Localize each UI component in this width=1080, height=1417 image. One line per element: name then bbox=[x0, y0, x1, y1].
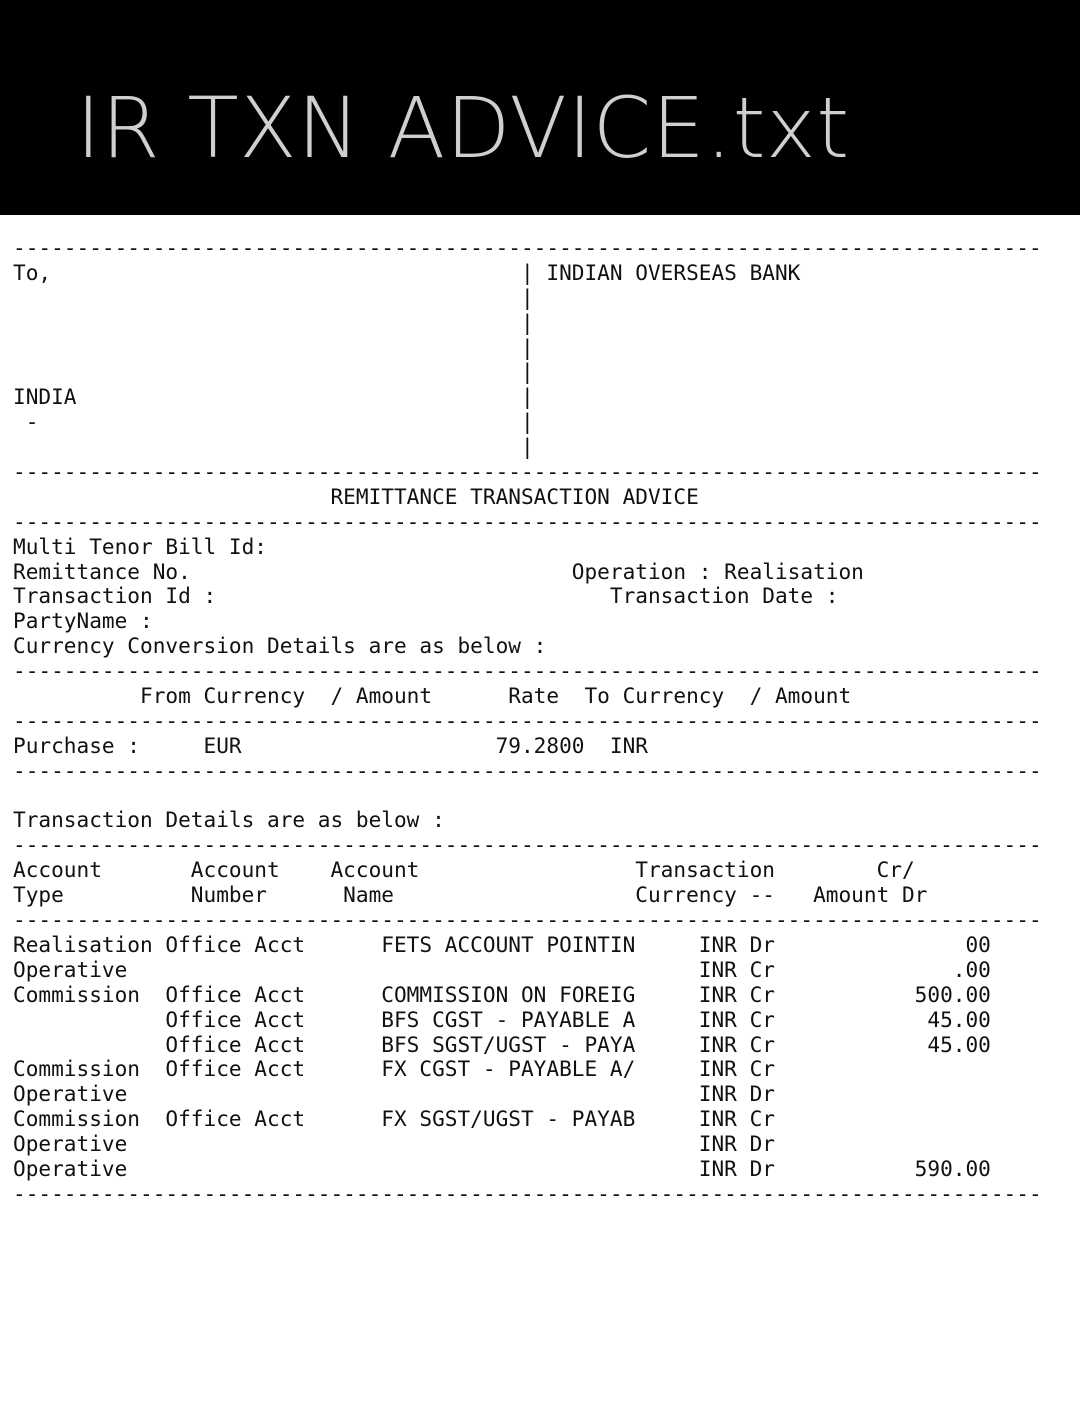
separator-line: --------------------------------------------------------------------------------- bbox=[13, 509, 1042, 534]
address-to-bank-name: To, | INDIAN OVERSEAS BANK bbox=[13, 260, 801, 285]
address-line: | bbox=[13, 310, 534, 335]
document-text bbox=[13, 236, 1042, 1207]
table-header-row: Type Number Name Currency -- Amount Dr bbox=[13, 883, 928, 908]
table-row: Operative INR Dr bbox=[13, 1082, 775, 1107]
table-row: Operative INR Dr 590.00 bbox=[13, 1156, 991, 1181]
address-line: | bbox=[13, 335, 534, 360]
separator-line: --------------------------------------------------------------------------------- bbox=[13, 833, 1042, 858]
address-line: | bbox=[13, 435, 534, 460]
table-row: Operative INR Dr bbox=[13, 1132, 775, 1157]
table-row: Commission Office Acct FX CGST - PAYABLE A/ INR Cr bbox=[13, 1057, 775, 1082]
conversion-header-row: From Currency / Amount Rate To Currency / Amount bbox=[13, 684, 852, 709]
transaction-details-heading: Transaction Details are as below : bbox=[13, 808, 445, 833]
remittance-operation-line: Remittance No. Operation : Realisation bbox=[13, 559, 864, 584]
conversion-heading: Currency Conversion Details are as below : bbox=[13, 634, 547, 659]
table-row: Realisation Office Acct FETS ACCOUNT POINTIN INR Dr 00 bbox=[13, 932, 991, 957]
separator-line: --------------------------------------------------------------------------------- bbox=[13, 460, 1042, 485]
address-country: INDIA | bbox=[13, 385, 534, 410]
separator-line: --------------------------------------------------------------------------------- bbox=[13, 1181, 1042, 1206]
party-name-line: PartyName : bbox=[13, 609, 153, 634]
bill-id-line: Multi Tenor Bill Id: bbox=[13, 534, 267, 559]
separator-line: --------------------------------------------------------------------------------- bbox=[13, 236, 1042, 260]
table-row: Commission Office Acct COMMISSION ON FOREIG INR Cr 500.00 bbox=[13, 982, 991, 1007]
separator-line: --------------------------------------------------------------------------------- bbox=[13, 659, 1042, 684]
conversion-row: Purchase : EUR 79.2800 INR bbox=[13, 733, 648, 758]
address-line: - | bbox=[13, 410, 534, 435]
table-row: Operative INR Cr .00 bbox=[13, 957, 991, 982]
address-line: | bbox=[13, 360, 534, 385]
table-row: Office Acct BFS SGST/UGST - PAYA INR Cr 45.00 bbox=[13, 1032, 991, 1057]
table-row: Office Acct BFS CGST - PAYABLE A INR Cr 45.00 bbox=[13, 1007, 991, 1032]
table-header-row: Account Account Account Transaction Cr/ bbox=[13, 858, 915, 883]
separator-line: --------------------------------------------------------------------------------- bbox=[13, 908, 1042, 933]
table-row: Commission Office Acct FX SGST/UGST - PAYAB INR Cr bbox=[13, 1107, 775, 1132]
transaction-id-date-line: Transaction Id : Transaction Date : bbox=[13, 584, 839, 609]
advice-heading: REMITTANCE TRANSACTION ADVICE bbox=[13, 484, 699, 509]
file-title: IR TXN ADVICE.txt bbox=[76, 79, 850, 177]
blank-line bbox=[13, 784, 1042, 809]
address-line: | bbox=[13, 285, 534, 310]
separator-line: --------------------------------------------------------------------------------- bbox=[13, 758, 1042, 783]
title-bar bbox=[0, 0, 1080, 215]
separator-line: --------------------------------------------------------------------------------- bbox=[13, 708, 1042, 733]
